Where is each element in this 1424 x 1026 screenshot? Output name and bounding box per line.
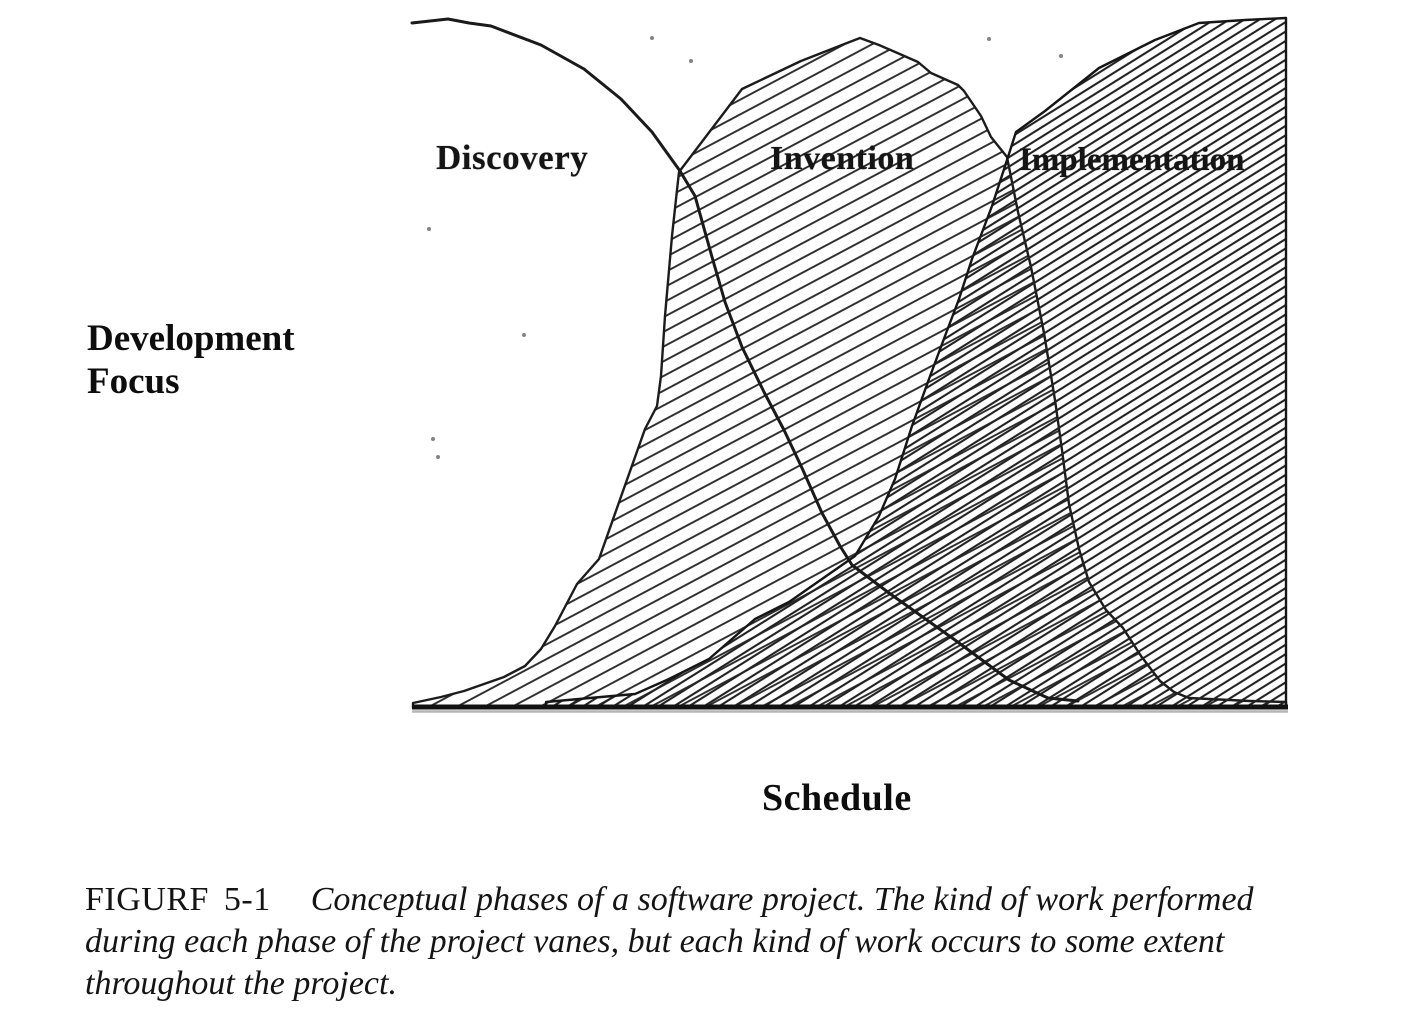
y-axis-label-line2: Focus [87, 361, 180, 403]
scan-noise-dot [431, 437, 435, 441]
caption-line-1 [85, 879, 1365, 921]
y-axis-label-line1: Development [87, 318, 295, 359]
scan-noise-dot [650, 36, 654, 40]
scan-noise-dot [1059, 54, 1063, 58]
scan-noise-dot [436, 455, 440, 459]
caption-line-2: during each phase of the project vanes, but each kind of work occurs to some extent [85, 923, 1225, 960]
discovery-region-label: Discovery [436, 138, 589, 177]
scan-noise-dot [689, 59, 693, 63]
scan-noise-dot [427, 227, 431, 231]
scan-noise-dot [522, 333, 526, 337]
figure-number-label: FIGURF 5-1 [85, 881, 271, 918]
figure-caption [85, 879, 1365, 1005]
caption-text-1: Conceptual phases of a software project. The kind of work performed [310, 881, 1254, 918]
invention-region-label: Invention [770, 140, 915, 177]
caption-line-3: throughout the project. [85, 965, 397, 1002]
implementation-region-label: Implementation [1019, 142, 1245, 178]
y-axis-label [87, 317, 295, 404]
scan-noise-dot [987, 37, 991, 41]
x-axis-label: Schedule [762, 777, 912, 819]
